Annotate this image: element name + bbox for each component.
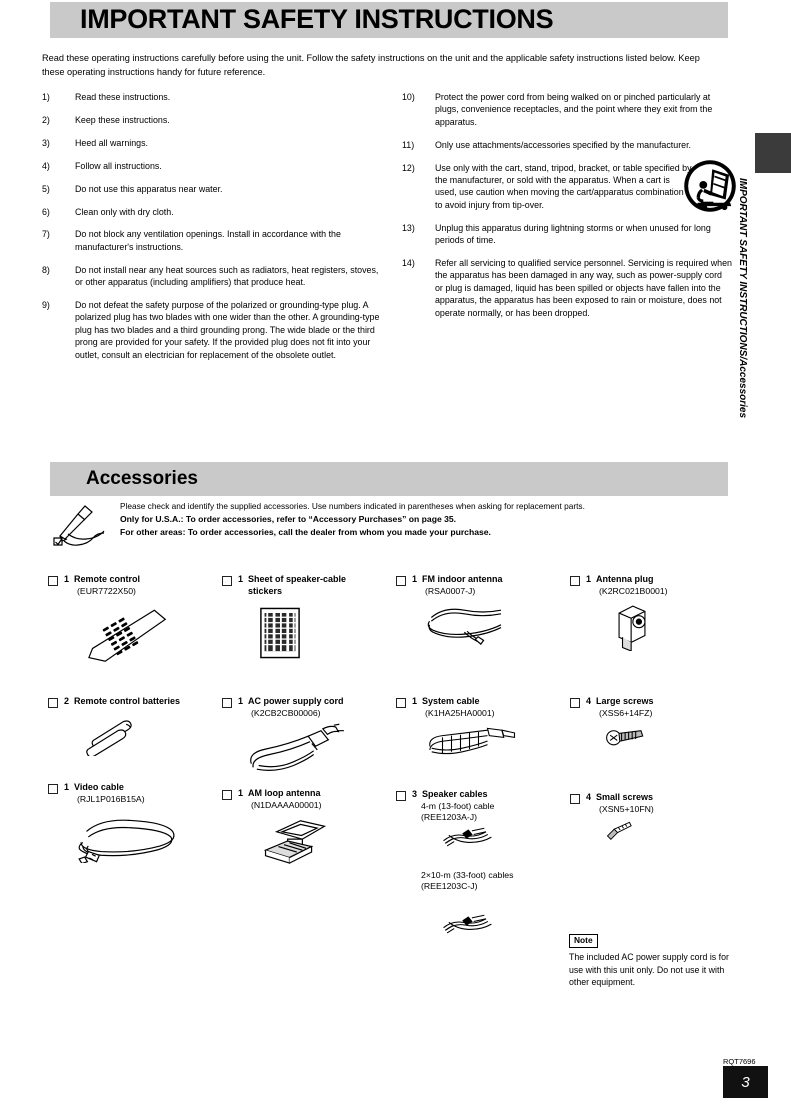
instruction-text: Heed all warnings.: [75, 137, 149, 148]
speaker-cable-icon: [440, 826, 576, 850]
accessories-instructions: [120, 500, 724, 539]
instruction-number: 6): [42, 206, 50, 217]
edge-tab-marker: [755, 133, 791, 173]
checkbox-icon[interactable]: [396, 576, 406, 586]
accessory-item: [396, 696, 566, 759]
instruction-number: 1): [42, 92, 50, 102]
instruction-item: [402, 222, 732, 247]
checkbox-icon[interactable]: [48, 784, 58, 794]
accessory-name: AC power supply cord: [248, 696, 344, 706]
instruction-number: 12): [402, 162, 415, 173]
accessory-name: Sheet of speaker-cable stickers: [248, 574, 347, 596]
instruction-text: Refer all servicing to qualified service personnel. Servicing is required when the apparatus has been damaged in any way, such as power-supply cord or plug is damaged, liquid has been spilled or objects have fallen into the apparatus, the apparatus has been exposed to rain or moisture, does not operate normally, or has been dropped.: [435, 258, 732, 318]
accessory-qty: 1: [238, 574, 244, 584]
accessory-item: [570, 696, 730, 749]
accessories-note-line1: Please check and identify the supplied accessories. Use numbers indicated in parentheses when asking for replacement parts.: [120, 501, 585, 511]
instruction-number: 7): [42, 229, 50, 240]
instruction-item: [402, 257, 732, 319]
instruction-item: [402, 139, 732, 151]
instruction-text: Do not install near any heat sources such as radiators, heat registers, stoves, or other apparatus (including amplifiers) that produce heat.: [75, 264, 379, 288]
checkbox-icon[interactable]: [396, 791, 406, 801]
instruction-text: Read these instructions.: [75, 92, 171, 102]
instruction-item: [42, 206, 382, 218]
instruction-text: Keep these instructions.: [75, 114, 170, 125]
accessory-code: (XSN5+10FN): [599, 803, 654, 814]
instruction-number: 4): [42, 160, 50, 171]
accessory-code: (REE1203A-J): [421, 812, 478, 822]
instruction-item: [42, 160, 382, 172]
instruction-text: Only use attachments/accessories specified by the manufacturer.: [435, 139, 692, 150]
accessory-code: (N1DAAAA00001): [251, 799, 322, 810]
accessory-code: (XSS6+14FZ): [599, 707, 653, 718]
accessory-subtext: 4-m (13-foot) cable: [421, 800, 495, 811]
instruction-number: 11): [402, 139, 415, 150]
accessory-qty: 1: [64, 782, 70, 792]
accessory-qty: 4: [586, 792, 592, 802]
accessory-qty: 1: [412, 574, 418, 584]
page-title: IMPORTANT SAFETY INSTRUCTIONS: [80, 4, 554, 34]
accessory-item: [570, 792, 730, 841]
checkbox-icon[interactable]: [570, 794, 580, 804]
instruction-item: [42, 228, 382, 253]
instruction-number: 8): [42, 264, 50, 275]
accessory-name: Remote control batteries: [74, 696, 181, 706]
section-edge-label: IMPORTANT SAFETY INSTRUCTIONS/Accessories: [737, 178, 748, 419]
page-number: 3: [723, 1066, 768, 1098]
instruction-number: 10): [402, 92, 415, 102]
accessory-name: Video cable: [74, 782, 124, 792]
checkbox-icon[interactable]: [48, 576, 58, 586]
instructions-right-column: [402, 91, 732, 330]
accessories-note-line3: For other areas: To order accessories, call the dealer from whom you made your purchase.: [120, 527, 491, 537]
instruction-item: [402, 91, 732, 128]
accessory-code: (K1HA25HA0001): [425, 707, 495, 718]
instruction-text: Do not use this apparatus near water.: [75, 183, 223, 194]
accessories-note-line2: Only for U.S.A.: To order accessories, refer to “Accessory Purchases” on page 35.: [120, 514, 457, 524]
checkbox-icon[interactable]: [396, 698, 406, 708]
accessory-qty: 2: [64, 696, 70, 706]
small-screw-icon: [604, 819, 730, 841]
ac-cord-icon: [244, 723, 392, 775]
accessory-code: (EUR7722X50): [77, 585, 136, 596]
accessory-name: Antenna plug: [596, 574, 654, 584]
accessory-item: [48, 696, 218, 756]
fm-antenna-icon: [422, 601, 556, 645]
accessory-code: (RSA0007-J): [425, 585, 476, 596]
accessory-code: (REE1203C-J): [421, 881, 478, 891]
accessory-item: [222, 696, 392, 775]
checkbox-icon[interactable]: [570, 576, 580, 586]
instruction-text: Unplug this apparatus during lightning storms or when unused for long periods of time.: [435, 222, 711, 246]
instruction-item: [42, 299, 382, 361]
accessory-name: Small screws: [596, 792, 654, 802]
accessory-item: [48, 574, 213, 665]
instructions-left-column: [42, 91, 382, 372]
cart-tipover-warning-icon: [682, 158, 738, 214]
instruction-number: 14): [402, 258, 415, 269]
accessory-qty: 4: [586, 696, 592, 706]
instruction-item: [42, 264, 382, 289]
checkbox-icon[interactable]: [570, 698, 580, 708]
note-text: The included AC power supply cord is for use with this unit only. Do not use it with other equipment.: [569, 952, 729, 988]
accessory-qty: 3: [412, 789, 418, 799]
accessory-item: [222, 574, 372, 659]
system-cable-icon: [424, 723, 566, 759]
accessory-name: Speaker cables: [422, 789, 488, 799]
accessory-item: [570, 574, 725, 651]
speaker-cable-icon: [440, 913, 576, 937]
instruction-text: Clean only with dry cloth.: [75, 206, 174, 217]
batteries-icon: [82, 716, 218, 756]
accessory-name: FM indoor antenna: [422, 574, 503, 584]
instruction-number: 13): [402, 222, 415, 233]
checkbox-icon[interactable]: [222, 698, 232, 708]
instruction-number: 5): [42, 183, 50, 194]
instruction-text: Follow all instructions.: [75, 160, 162, 171]
accessory-name: Remote control: [74, 574, 141, 584]
accessory-qty: 1: [586, 574, 592, 584]
instruction-number: 2): [42, 114, 50, 125]
accessory-code: (K2RC021B0001): [599, 585, 668, 596]
accessory-qty: 1: [238, 788, 244, 798]
instruction-text: Do not block any ventilation openings. Install in accordance with the manufacturer's instructions.: [75, 229, 341, 252]
instruction-text: Do not defeat the safety purpose of the polarized or grounding-type plug. A polarized plug has two blades with one wider than the other. A grounding-type plug has two blades and a third grounding prong. The wide blade or the third prong are provided for your safety. If the provided plug does not fit into your outlet, consult an electrician for replacement of the obsolete outlet.: [75, 300, 380, 360]
accessory-item: [396, 574, 556, 645]
accessory-qty: 1: [412, 696, 418, 706]
instruction-item: [42, 91, 382, 103]
accessory-item: [48, 782, 218, 863]
large-screw-icon: [604, 723, 730, 749]
note-block: [569, 930, 729, 989]
accessory-name: Large screws: [596, 696, 654, 706]
accessory-qty: 1: [238, 696, 244, 706]
antenna-plug-icon: [610, 601, 725, 651]
checkbox-icon[interactable]: [48, 698, 58, 708]
instruction-number: 3): [42, 137, 50, 148]
instruction-text: Use only with the cart, stand, tripod, bracket, or table specified by the manufacturer, or sold with the apparatus. When a cart is used, use caution when moving the cart/apparatus combination to avoid injury from tip-over.: [435, 162, 692, 210]
am-loop-antenna-icon: [260, 815, 392, 867]
accessory-qty: 1: [64, 574, 70, 584]
sticker-sheet-icon: [260, 607, 372, 659]
note-tag: Note: [569, 934, 598, 948]
pen-checkbox-icon: [48, 498, 114, 546]
accessory-code: (RJL1P016B15A): [77, 793, 145, 804]
accessory-item: [222, 788, 392, 867]
instruction-item: [42, 114, 382, 126]
instruction-item: [42, 137, 382, 149]
document-code: RQT7696: [723, 1057, 756, 1066]
checkbox-icon[interactable]: [222, 790, 232, 800]
instruction-text: Protect the power cord from being walked on or pinched particularly at plugs, convenience receptacles, and the point where they exit from the apparatus.: [435, 92, 713, 127]
instruction-item: [402, 162, 732, 212]
remote-control-icon: [78, 601, 213, 665]
instruction-number: 9): [42, 300, 50, 311]
accessory-code: (K2CB2CB00006): [251, 707, 321, 718]
accessory-name: System cable: [422, 696, 480, 706]
intro-paragraph: Read these operating instructions carefully before using the unit. Follow the safety instructions on the unit and the applicable safety instructions listed below. Keep these operating instructions handy for future reference.: [42, 53, 700, 77]
instruction-item: [42, 183, 382, 195]
video-cable-icon: [70, 809, 218, 863]
checkbox-icon[interactable]: [222, 576, 232, 586]
accessory-name: AM loop antenna: [248, 788, 321, 798]
accessory-item: [396, 789, 576, 937]
accessory-subtext: 2×10-m (33-foot) cables: [421, 869, 514, 880]
accessories-title: Accessories: [86, 468, 198, 489]
